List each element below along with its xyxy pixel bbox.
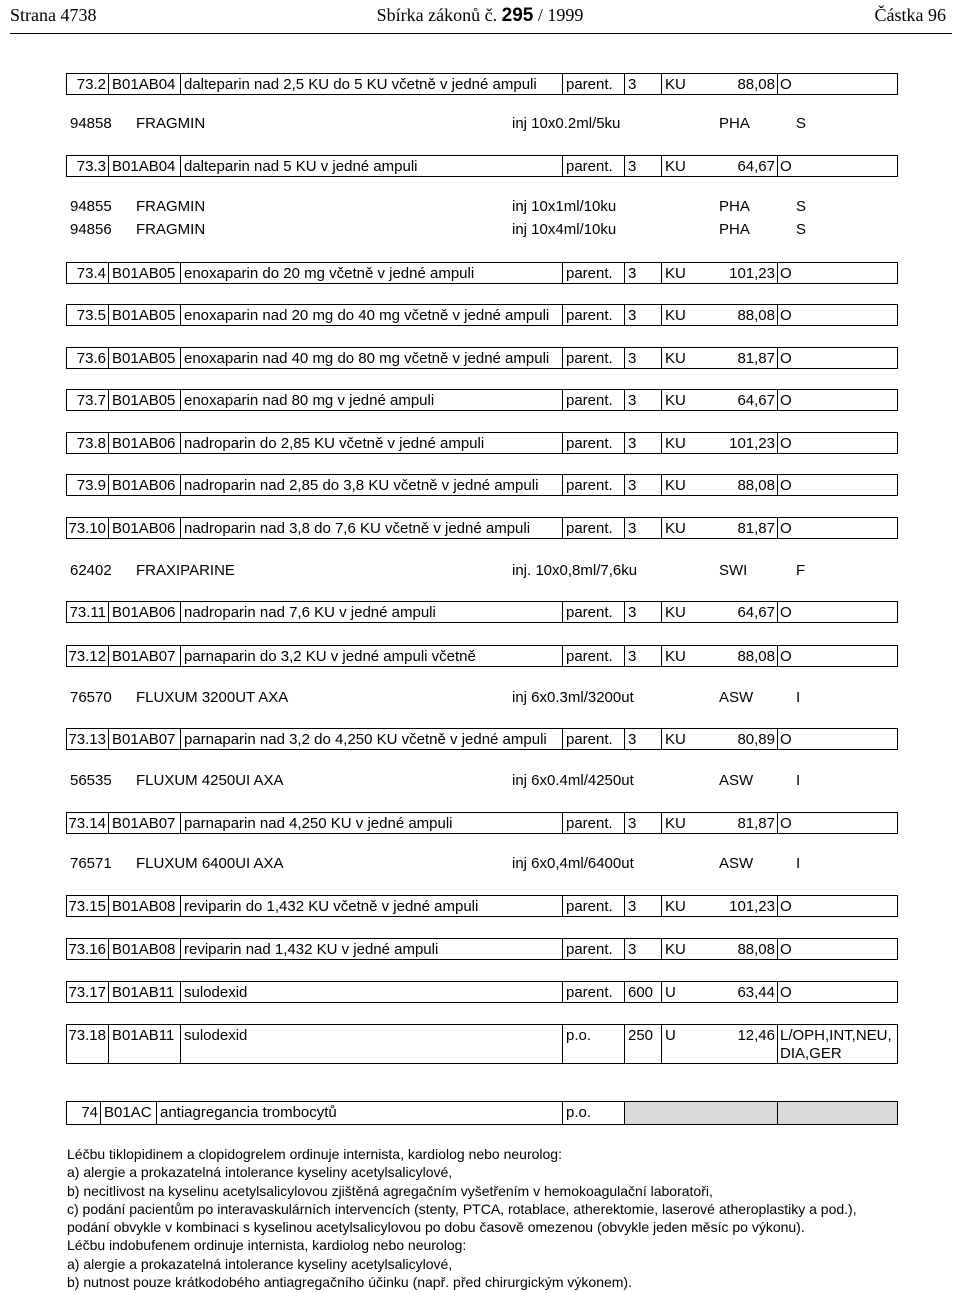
item-name: parnaparin nad 3,2 do 4,250 KU včetně v jedné ampuli — [181, 729, 563, 749]
table-row — [66, 938, 898, 960]
price: 81,87 — [698, 813, 778, 833]
drug-name: FLUXUM 4250UI AXA — [136, 772, 284, 789]
conditions: O — [780, 392, 792, 409]
collection-number: 295 — [501, 5, 534, 26]
route: parent. — [563, 646, 625, 666]
route: parent. — [563, 263, 625, 283]
table-row — [66, 347, 898, 369]
item-name: reviparin do 1,432 KU včetně v jedné ampuli — [181, 896, 563, 916]
price: 64,67 — [698, 156, 778, 176]
drug-row — [0, 560, 960, 582]
route: parent. — [563, 518, 625, 538]
atc-code: B01AB05 — [109, 305, 181, 325]
group-empty-cell — [625, 1102, 778, 1124]
price: 88,08 — [698, 646, 778, 666]
conditions: O — [780, 898, 792, 915]
route: parent. — [563, 475, 625, 495]
route: parent. — [563, 348, 625, 368]
unit: KU — [665, 307, 686, 324]
atc-code: B01AB06 — [109, 475, 181, 495]
conditions: L/OPH,INT,NEU, DIA,GER — [780, 1027, 892, 1062]
drug-form: inj. 10x0,8ml/7,6ku — [512, 562, 638, 579]
price: 101,23 — [698, 433, 778, 453]
price: 88,08 — [698, 74, 778, 94]
unit: KU — [665, 898, 686, 915]
item-number: 73.5 — [67, 305, 109, 325]
unit: KU — [665, 520, 686, 537]
quantity: 3 — [625, 156, 662, 176]
item-number: 73.10 — [67, 518, 109, 538]
route: parent. — [563, 156, 625, 176]
price: 88,08 — [698, 939, 778, 959]
item-name: dalteparin nad 5 KU v jedné ampuli — [181, 156, 563, 176]
drug-holder: ASW — [719, 772, 754, 789]
page-number: Strana 4738 — [10, 5, 97, 25]
header-rule — [10, 33, 952, 34]
table-row — [66, 601, 898, 623]
atc-code: B01AB11 — [109, 1025, 181, 1063]
atc-code: B01AB07 — [109, 646, 181, 666]
drug-name: FLUXUM 3200UT AXA — [136, 689, 289, 706]
conditions: O — [780, 815, 792, 832]
quantity: 3 — [625, 390, 662, 410]
table-row — [66, 517, 898, 539]
conditions: O — [780, 520, 792, 537]
drug-name: FRAGMIN — [136, 198, 206, 215]
conditions: O — [780, 76, 792, 93]
drug-form: inj 6x0.4ml/4250ut — [512, 772, 634, 789]
group-name: antiagregancia trombocytů — [157, 1102, 563, 1124]
atc-code: B01AB05 — [109, 390, 181, 410]
drug-name: FRAGMIN — [136, 221, 206, 238]
drug-flag: I — [796, 772, 801, 789]
conditions: O — [780, 648, 792, 665]
table-row — [66, 895, 898, 917]
price: 63,44 — [698, 982, 778, 1002]
conditions: O — [780, 435, 792, 452]
route: parent. — [563, 602, 625, 622]
note-line: a) alergie a prokazatelná intolerance kyseliny acetylsalicylové, — [67, 1164, 453, 1181]
atc-code: B01AB05 — [109, 263, 181, 283]
note-line: b) nutnost pouze krátkodobého antiagregačního účinku (např. před chirurgickým výkonem). — [67, 1274, 632, 1291]
unit: KU — [665, 435, 686, 452]
conditions: O — [780, 731, 792, 748]
table-row — [66, 73, 898, 95]
item-name: nadroparin nad 7,6 KU v jedné ampuli — [181, 602, 563, 622]
drug-row — [0, 113, 960, 135]
group-row — [66, 1101, 898, 1125]
table-row — [66, 981, 898, 1003]
drug-flag: S — [796, 198, 807, 215]
table-row — [66, 812, 898, 834]
drug-flag: I — [796, 689, 801, 706]
atc-code: B01AB05 — [109, 348, 181, 368]
item-number: 73.2 — [67, 74, 109, 94]
drug-row — [0, 196, 960, 218]
drug-code: 76571 — [70, 855, 112, 872]
item-name: enoxaparin nad 40 mg do 80 mg včetně v jedné ampuli — [181, 348, 563, 368]
route: parent. — [563, 939, 625, 959]
item-number: 73.16 — [67, 939, 109, 959]
item-number: 73.9 — [67, 475, 109, 495]
group-route: p.o. — [563, 1102, 625, 1124]
route: parent. — [563, 813, 625, 833]
item-name: nadroparin nad 3,8 do 7,6 KU včetně v jedné ampuli — [181, 518, 563, 538]
note-line: Léčbu tiklopidinem a clopidogrelem ordinuje internista, kardiolog nebo neurolog: — [67, 1146, 562, 1162]
drug-row — [0, 770, 960, 792]
notes — [67, 1145, 947, 1291]
unit: U — [665, 984, 676, 1001]
item-name: reviparin nad 1,432 KU v jedné ampuli — [181, 939, 563, 959]
price: 81,87 — [698, 348, 778, 368]
drug-row — [0, 687, 960, 709]
unit: KU — [665, 941, 686, 958]
unit: KU — [665, 648, 686, 665]
item-number: 73.4 — [67, 263, 109, 283]
unit: KU — [665, 604, 686, 621]
price: 81,87 — [698, 518, 778, 538]
conditions: O — [780, 265, 792, 282]
quantity: 3 — [625, 646, 662, 666]
unit: KU — [665, 158, 686, 175]
route: parent. — [563, 433, 625, 453]
drug-flag: I — [796, 855, 801, 872]
quantity: 3 — [625, 305, 662, 325]
route: p.o. — [563, 1025, 625, 1063]
drug-holder: SWI — [719, 562, 748, 579]
collection-title — [0, 5, 960, 27]
drug-name: FRAXIPARINE — [136, 562, 235, 579]
quantity: 3 — [625, 939, 662, 959]
atc-code: B01AB11 — [109, 982, 181, 1002]
issue-number: Částka 96 — [874, 5, 946, 25]
item-number: 73.3 — [67, 156, 109, 176]
drug-flag: F — [796, 562, 806, 579]
item-number: 73.8 — [67, 433, 109, 453]
atc-code: B01AB08 — [109, 896, 181, 916]
atc-code: B01AB06 — [109, 518, 181, 538]
table-row — [66, 389, 898, 411]
atc-code: B01AB06 — [109, 433, 181, 453]
atc-code: B01AB07 — [109, 729, 181, 749]
conditions: O — [780, 604, 792, 621]
price: 101,23 — [698, 896, 778, 916]
unit: KU — [665, 815, 686, 832]
table-row — [66, 155, 898, 177]
quantity: 3 — [625, 518, 662, 538]
drug-form: inj 10x0.2ml/5ku — [512, 115, 621, 132]
quantity: 3 — [625, 433, 662, 453]
quantity: 3 — [625, 263, 662, 283]
drug-form: inj 6x0.3ml/3200ut — [512, 689, 634, 706]
drug-flag: S — [796, 221, 807, 238]
drug-row — [0, 853, 960, 875]
quantity: 3 — [625, 896, 662, 916]
table-row — [66, 432, 898, 454]
group-atc-code: B01AC — [101, 1102, 157, 1124]
drug-holder: PHA — [719, 115, 750, 132]
atc-code: B01AB06 — [109, 602, 181, 622]
item-number: 73.14 — [67, 813, 109, 833]
table-row — [66, 1024, 898, 1064]
item-name: nadroparin nad 2,85 do 3,8 KU včetně v jedné ampuli — [181, 475, 563, 495]
unit: KU — [665, 265, 686, 282]
drug-flag: S — [796, 115, 807, 132]
unit: KU — [665, 392, 686, 409]
table-row — [66, 728, 898, 750]
drug-row — [0, 219, 960, 241]
item-number: 73.15 — [67, 896, 109, 916]
drug-code: 94858 — [70, 115, 112, 132]
route: parent. — [563, 74, 625, 94]
item-number: 73.6 — [67, 348, 109, 368]
drug-name: FLUXUM 6400UI AXA — [136, 855, 284, 872]
item-name: sulodexid — [181, 982, 563, 1002]
quantity: 3 — [625, 729, 662, 749]
drug-holder: PHA — [719, 221, 750, 238]
note-line: b) necitlivost na kyselinu acetylsalicylovou zjištěná agregačním vyšetřením v hemokoagulační laboratoři, — [67, 1182, 713, 1199]
drug-form: inj 6x0,4ml/6400ut — [512, 855, 634, 872]
price: 88,08 — [698, 305, 778, 325]
item-number: 73.11 — [67, 602, 109, 622]
conditions: O — [780, 158, 792, 175]
price: 88,08 — [698, 475, 778, 495]
table-row — [66, 304, 898, 326]
drug-form: inj 10x4ml/10ku — [512, 221, 617, 238]
quantity: 3 — [625, 348, 662, 368]
group-empty-cell — [778, 1102, 896, 1124]
drug-holder: ASW — [719, 689, 754, 706]
note-line: Léčbu indobufenem ordinuje internista, kardiolog nebo neurolog: — [67, 1237, 467, 1254]
price: 12,46 — [698, 1025, 778, 1063]
table-row — [66, 474, 898, 496]
route: parent. — [563, 390, 625, 410]
price: 64,67 — [698, 390, 778, 410]
table-row — [66, 262, 898, 284]
item-name: nadroparin do 2,85 KU včetně v jedné ampuli — [181, 433, 563, 453]
item-name: enoxaparin nad 20 mg do 40 mg včetně v jedné ampuli — [181, 305, 563, 325]
quantity: 3 — [625, 475, 662, 495]
conditions: O — [780, 477, 792, 494]
unit: KU — [665, 350, 686, 367]
item-name: enoxaparin nad 80 mg v jedné ampuli — [181, 390, 563, 410]
quantity: 600 — [625, 982, 662, 1002]
unit: KU — [665, 477, 686, 494]
drug-code: 56535 — [70, 772, 112, 789]
collection-year: / 1999 — [537, 5, 584, 25]
route: parent. — [563, 896, 625, 916]
atc-code: B01AB07 — [109, 813, 181, 833]
drug-code: 76570 — [70, 689, 112, 706]
unit: U — [665, 1027, 676, 1044]
quantity: 250 — [625, 1025, 662, 1063]
price: 101,23 — [698, 263, 778, 283]
conditions: O — [780, 984, 792, 1001]
item-name: dalteparin nad 2,5 KU do 5 KU včetně v jedné ampuli — [181, 74, 563, 94]
drug-form: inj 10x1ml/10ku — [512, 198, 617, 215]
drug-holder: PHA — [719, 198, 750, 215]
route: parent. — [563, 729, 625, 749]
conditions: O — [780, 941, 792, 958]
note-line: a) alergie a prokazatelná intolerance kyseliny acetylsalicylové, — [67, 1255, 453, 1272]
unit: KU — [665, 76, 686, 93]
quantity: 3 — [625, 74, 662, 94]
table-row — [66, 645, 898, 667]
atc-code: B01AB04 — [109, 156, 181, 176]
price: 80,89 — [698, 729, 778, 749]
drug-code: 94856 — [70, 221, 112, 238]
route: parent. — [563, 982, 625, 1002]
item-name: parnaparin do 3,2 KU v jedné ampuli včetně — [181, 646, 563, 666]
atc-code: B01AB08 — [109, 939, 181, 959]
route: parent. — [563, 305, 625, 325]
price: 64,67 — [698, 602, 778, 622]
collection-prefix: Sbírka zákonů č. — [376, 5, 498, 25]
unit: KU — [665, 731, 686, 748]
item-number: 73.7 — [67, 390, 109, 410]
drug-holder: ASW — [719, 855, 754, 872]
item-name: sulodexid — [181, 1025, 563, 1063]
drug-name: FRAGMIN — [136, 115, 206, 132]
quantity: 3 — [625, 602, 662, 622]
item-number: 73.17 — [67, 982, 109, 1002]
group-number: 74 — [67, 1102, 101, 1124]
note-line: podání obvykle v kombinaci s kyselinou acetylsalicylovou po dobu časově omezenou (obvykle jeden měsíc po výkonu). — [67, 1219, 805, 1236]
quantity: 3 — [625, 813, 662, 833]
item-number: 73.13 — [67, 729, 109, 749]
item-name: parnaparin nad 4,250 KU v jedné ampuli — [181, 813, 563, 833]
page-header — [0, 0, 960, 34]
drug-code: 62402 — [70, 562, 112, 579]
atc-code: B01AB04 — [109, 74, 181, 94]
item-number: 73.12 — [67, 646, 109, 666]
item-name: enoxaparin do 20 mg včetně v jedné ampuli — [181, 263, 563, 283]
note-line: c) podání pacientům po interavaskulárních intervencích (stenty, PTCA, rotablace, atherektomie, laserové atheroplastiky a pod.), — [67, 1200, 857, 1217]
conditions: O — [780, 350, 792, 367]
conditions: O — [780, 307, 792, 324]
item-number: 73.18 — [67, 1025, 109, 1063]
drug-code: 94855 — [70, 198, 112, 215]
